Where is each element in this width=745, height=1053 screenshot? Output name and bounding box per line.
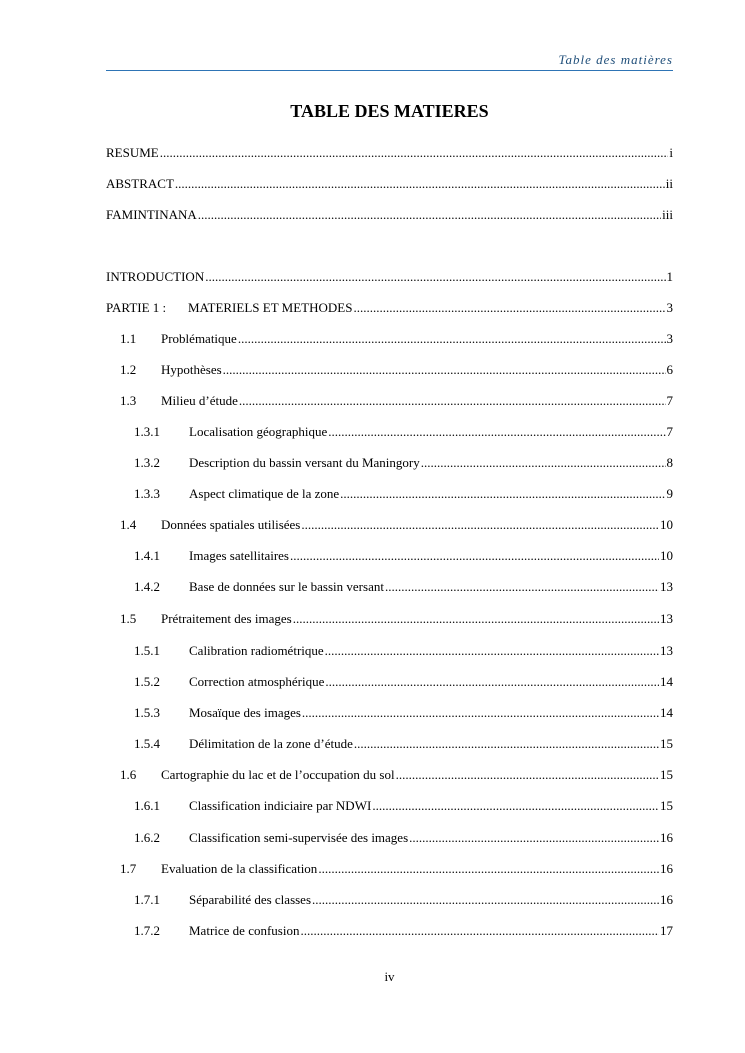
toc-entry-title: Classification indiciaire par NDWI [189,798,372,813]
toc-entry-number: 1.5.3 [134,705,160,720]
toc-dot-leader [385,579,659,595]
toc-entry-page: 8 [666,455,673,470]
toc-entry-title: MATERIELS ET METHODES [188,300,353,315]
toc-entry[interactable] [106,207,673,223]
toc-entry-number: 1.1 [120,331,137,346]
toc-entry-title: RESUME [106,145,159,160]
toc-dot-leader [312,892,659,908]
toc-dot-leader [205,269,665,285]
toc-entry[interactable] [106,331,673,347]
toc-dot-leader [396,767,659,783]
toc-entry-page: 13 [660,643,673,658]
toc-dot-leader [239,393,666,409]
toc-entry[interactable] [106,176,673,192]
toc-entry[interactable] [106,300,673,316]
toc-dot-leader [354,736,659,752]
toc-entry-page: 17 [660,923,673,938]
toc-entry-title: Délimitation de la zone d’étude [189,736,353,751]
toc-entry-page: 16 [660,830,673,845]
toc-entry[interactable] [106,705,673,721]
toc-dot-leader [301,517,659,533]
toc-dot-leader [290,548,659,564]
toc-entry-page: 7 [666,424,673,439]
toc-entry-page: 10 [660,517,673,532]
toc-entry-page: i [669,145,673,160]
toc-entry-page: 1 [666,269,673,284]
toc-entry-number: 1.7 [120,861,137,876]
toc-entry-page: 13 [660,579,673,594]
toc-entry-page: 13 [660,611,673,626]
toc-entry[interactable] [106,674,673,690]
toc-entry[interactable] [106,548,673,564]
toc-entry-title: Matrice de confusion [189,923,300,938]
toc-entry[interactable] [106,579,673,595]
toc-entry-title: Calibration radiométrique [189,643,324,658]
toc-entry[interactable] [106,517,673,533]
toc-dot-leader [198,207,661,223]
toc-dot-leader [318,861,659,877]
toc-entry-title: Séparabilité des classes [189,892,312,907]
toc-entry-title: Correction atmosphérique [189,674,325,689]
toc-entry-title: Mosaïque des images [189,705,301,720]
toc-entry-number: 1.3.1 [134,424,160,439]
toc-entry-page: 7 [666,393,673,408]
toc-entry-page: iii [662,207,673,222]
page-title: TABLE DES MATIERES [290,101,489,121]
toc-entry-number: 1.5 [120,611,137,626]
toc-entry[interactable] [106,455,673,471]
toc-dot-leader [302,705,659,721]
toc-entry-title: Images satellitaires [189,548,289,563]
toc-entry-number: 1.3 [120,393,137,408]
toc-dot-leader [340,486,665,502]
toc-dot-leader [238,331,666,347]
toc-entry-page: 14 [660,674,673,689]
toc-entry-page: 16 [660,892,673,907]
toc-entry-page: 15 [660,798,673,813]
toc-entry-title: FAMINTINANA [106,207,197,222]
toc-entry-title: Evaluation de la classification [161,861,318,876]
toc-entry[interactable] [106,643,673,659]
toc-dot-leader [293,611,659,627]
toc-entry-title: Prétraitement des images [161,611,292,626]
toc-dot-leader [328,424,665,440]
toc-entry-title: Problématique [161,331,237,346]
toc-dot-leader [325,643,659,659]
toc-entry-number: 1.4.2 [134,579,160,594]
toc-entry[interactable] [106,393,673,409]
toc-entry-page: 3 [666,331,673,346]
toc-entry[interactable] [106,611,673,627]
toc-entry[interactable] [106,486,673,502]
toc-entry-number: 1.6.1 [134,798,160,813]
toc-entry[interactable] [106,362,673,378]
toc-entry[interactable] [106,861,673,877]
header-rule [106,70,673,71]
toc-dot-leader [223,362,666,378]
toc-entry-number: 1.4.1 [134,548,160,563]
toc-entry-title: Aspect climatique de la zone [189,486,340,501]
toc-entry-number: 1.5.2 [134,674,160,689]
toc-entry-number: 1.5.1 [134,643,160,658]
toc-entry[interactable] [106,798,673,814]
toc-entry-title: Base de données sur le bassin versant [189,579,384,594]
toc-dot-leader [421,455,666,471]
page-number: iv [384,969,395,984]
running-header: Table des matières [558,52,673,67]
toc-entry-number: 1.3.2 [134,455,160,470]
toc-entry-title: Hypothèses [161,362,222,377]
toc-dot-leader [325,674,659,690]
toc-entry-title: Données spatiales utilisées [161,517,301,532]
toc-entry-page: 9 [666,486,673,501]
toc-entry-title: Description du bassin versant du Maningory [189,455,420,470]
toc-entry-number: 1.6.2 [134,830,160,845]
toc-entry[interactable] [106,736,673,752]
toc-entry-page: 14 [660,705,673,720]
toc-entry-page: 10 [660,548,673,563]
toc-entry-page: 3 [666,300,673,315]
toc-entry-number: 1.4 [120,517,137,532]
toc-entry-page: 15 [660,767,673,782]
toc-entry-number: 1.3.3 [134,486,160,501]
toc-entry-page: 15 [660,736,673,751]
toc-dot-leader [175,176,665,192]
toc-dot-leader [353,300,665,316]
toc-entry-page: 6 [666,362,673,377]
toc-entry-title: ABSTRACT [106,176,174,191]
toc-entry-number: 1.6 [120,767,137,782]
toc-entry[interactable] [106,923,673,939]
toc-entry-title: Localisation géographique [189,424,328,439]
toc-entry-number: 1.5.4 [134,736,160,751]
toc-entry-page: ii [665,176,673,191]
toc-entry-number: 1.7.1 [134,892,160,907]
toc-entry-number: 1.2 [120,362,137,377]
toc-entry[interactable] [106,269,673,285]
toc-entry[interactable] [106,145,673,161]
toc-entry-title: Cartographie du lac et de l’occupation du sol [161,767,395,782]
toc-entry[interactable] [106,424,673,440]
toc-dot-leader [160,145,669,161]
toc-entry-title: Classification semi-supervisée des images [189,830,409,845]
toc-entry[interactable] [106,830,673,846]
toc-entry-number: PARTIE 1 : [106,300,167,315]
toc-dot-leader [300,923,659,939]
toc-entry[interactable] [106,892,673,908]
toc-dot-leader [372,798,659,814]
toc-entry-title: Milieu d’étude [161,393,238,408]
toc-entry-page: 16 [660,861,673,876]
toc-entry[interactable] [106,767,673,783]
toc-entry-number: 1.7.2 [134,923,160,938]
toc-dot-leader [409,830,659,846]
toc-entry-title: INTRODUCTION [106,269,205,284]
